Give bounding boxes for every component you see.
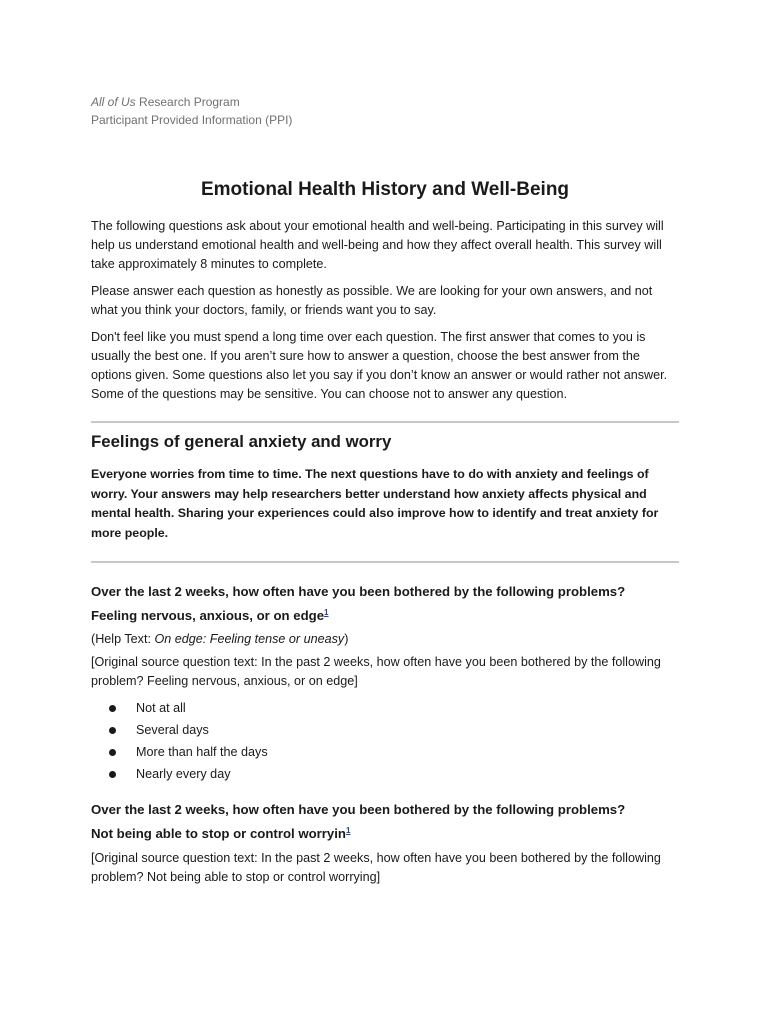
page-title: Emotional Health History and Well-Being bbox=[200, 179, 570, 200]
intro-paragraph-2: Please answer each question as honestly as possible. We are looking for your own answers, and not what you think your doctors, family, or friends want you to say. bbox=[91, 284, 653, 317]
question-1 bbox=[91, 581, 679, 626]
program-name-italic: All of Us bbox=[91, 95, 136, 109]
bullet-icon bbox=[109, 771, 116, 778]
document-subtitle: Participant Provided Information (PPI) bbox=[91, 113, 293, 127]
answer-option-label: Nearly every day bbox=[136, 767, 231, 781]
answer-option bbox=[109, 697, 679, 719]
question-1-item-text: Feeling nervous, anxious, or on edge bbox=[91, 608, 325, 623]
footnote-link[interactable]: 1 bbox=[324, 608, 329, 617]
question-2-prompt: Over the last 2 weeks, how often have you been bothered by the following problems? bbox=[91, 802, 626, 817]
question-2 bbox=[91, 799, 679, 844]
question-2-source-text: [Original source question text: In the past 2 weeks, how often have you been bothered by the following problem? Not being able to stop or control worrying] bbox=[91, 851, 661, 884]
answer-option bbox=[109, 763, 679, 785]
question-1-help-text bbox=[91, 630, 679, 648]
bullet-icon bbox=[109, 749, 116, 756]
help-prefix: (Help Text: bbox=[91, 632, 155, 646]
answer-option-label: Several days bbox=[136, 723, 209, 737]
intro-paragraph-3: Don't feel like you must spend a long time over each question. The first answer that comes to you is usually the best one. If you aren’t sure how to answer a question, choose the best answer from the options given. Some questions also let you say if you don’t know an answer or would rather not answer. Some of the questions may be sensitive. You can choose not to answer any question. bbox=[91, 330, 668, 401]
question-1-prompt: Over the last 2 weeks, how often have you been bothered by the following problems? bbox=[91, 584, 626, 599]
section-heading: Feelings of general anxiety and worry bbox=[91, 432, 392, 451]
program-name bbox=[91, 93, 679, 111]
answer-option-label: Not at all bbox=[136, 701, 186, 715]
answer-option bbox=[109, 741, 679, 763]
bullet-icon bbox=[109, 727, 116, 734]
footnote-link[interactable]: 1 bbox=[345, 826, 351, 835]
question-1-source-text: [Original source question text: In the past 2 weeks, how often have you been bothered by the following problem? Feeling nervous, anxious, or on edge] bbox=[91, 655, 661, 688]
program-name-rest: Research Program bbox=[135, 95, 240, 109]
question-1-options bbox=[91, 697, 679, 785]
question-2-item bbox=[91, 820, 679, 844]
answer-option bbox=[109, 719, 679, 741]
help-definition: On edge: Feeling tense or uneasy bbox=[154, 632, 345, 646]
section-intro: Everyone worries from time to time. The next questions have to do with anxiety and feelings of worry. Your answers may help researchers better understand how anxiety affects physical and mental health. Sharing your experiences could also improve how to identify and treat anxiety for more people. bbox=[91, 467, 659, 540]
question-1-item bbox=[91, 602, 679, 626]
question-2-item-text: Not being able to stop or control worryin bbox=[91, 826, 346, 841]
section-divider bbox=[91, 421, 679, 423]
intro-paragraph-1: The following questions ask about your emotional health and well-being. Participating in this survey will help us understand emotional health and well-being and how they affect overall health. This survey will take approximately 8 minutes to complete. bbox=[91, 219, 664, 271]
help-suffix: ) bbox=[344, 632, 349, 646]
answer-option-label: More than half the days bbox=[136, 745, 268, 759]
bullet-icon bbox=[109, 705, 116, 712]
question-divider bbox=[91, 561, 679, 563]
